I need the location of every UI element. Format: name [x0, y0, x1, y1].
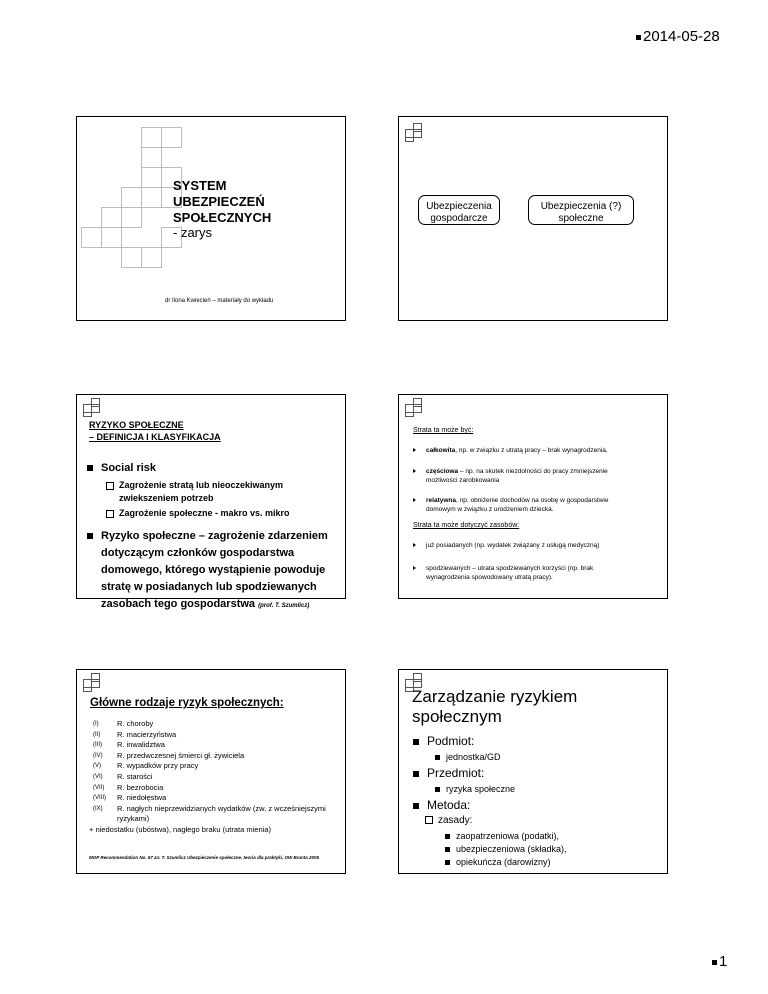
page-number: 1 — [712, 953, 727, 970]
sub-podmiot: jednostka/GD — [435, 752, 501, 762]
box-insurance-economic: Ubezpieczenia gospodarcze — [418, 195, 500, 225]
list-item: (III) R. inwalidztwa — [93, 740, 165, 750]
extra-risks: + niedostatku (ubóstwa), nagłego braku (utrata mienia) — [89, 824, 271, 834]
slide-4 — [398, 394, 668, 599]
arrow-bullet-icon — [413, 543, 416, 547]
bullet-square-icon — [445, 847, 450, 852]
list-item: (I) R. choroby — [93, 719, 154, 729]
resource-item-owned: już posiadanych (np. wydatek związany z usługą medyczną) — [413, 541, 599, 550]
list-item: ubezpieczeniowa (składka), — [445, 843, 567, 856]
list-item-continuation: ryzykami) — [117, 814, 150, 824]
bullet-square-icon — [636, 35, 641, 40]
bullet-square-icon — [445, 860, 450, 865]
slide-3-title: RYZYKO SPOŁECZNE – DEFINICJA I KLASYFIKACJA — [89, 420, 221, 442]
box-insurance-social: Ubezpieczenia (?) społeczne — [528, 195, 634, 225]
list-item: (IV) R. przedwczesnej śmierci gł. żywiciela — [93, 750, 245, 760]
resource-item-expected: spodziewanych – utrata spodziewanych korzyści (np. brak wynagrodzenia spowodowany utratą pracy). — [413, 564, 593, 582]
bullet-metoda: Metoda: — [413, 798, 470, 812]
definition: Ryzyko społeczne – zagrożenie zdarzeniem dotyczącym członków gospodarstwa domowego, którego wystąpienie powoduje stratę w posiadanych lub spodziewanych zasobach tego gospodarstwa (prof. T. Szumlicz) — [87, 528, 328, 615]
arrow-bullet-icon — [413, 469, 416, 473]
list-item: zaopatrzeniowa (podatki), — [445, 830, 567, 843]
bullet-square-icon — [712, 960, 717, 965]
heading-resources: Strata ta może dotyczyć zasobów: — [413, 522, 520, 529]
slide-logo-icon — [83, 398, 103, 418]
page-date: 2014-05-28 — [636, 28, 720, 45]
loss-item-partial: częściowa – np. na skutek niezdolności do pracy zmniejszenie możliwości zarobkowania — [413, 467, 608, 485]
bullet-square-icon — [87, 533, 93, 539]
slide-5-source: MOP Recommendation No. 67 za: T. Szumlicz Ubezpieczenie społeczne, teoria dla praktyki, OW Branta 2005 — [89, 855, 320, 860]
list-item: (V) R. wypadków przy pracy — [93, 761, 199, 771]
slide-2 — [398, 116, 668, 321]
bullet-social-risk: Social risk — [87, 462, 156, 474]
loss-item-relative: relatywna, np. obniżenie dochodów na osobę w gospodarstwie domowym w związku z urodzeniem dziecka. — [413, 496, 609, 514]
slide-6 — [398, 669, 668, 874]
sub-przedmiot: ryzyka społeczne — [435, 784, 515, 794]
open-square-icon — [106, 482, 114, 490]
open-square-icon — [425, 816, 433, 824]
arrow-bullet-icon — [413, 498, 416, 502]
slide-5 — [76, 669, 346, 874]
slide-5-title: Główne rodzaje ryzyk społecznych: — [90, 697, 284, 709]
slide-1-subtitle: - zarys — [173, 225, 212, 240]
slide-1-title: SYSTEM UBEZPIECZEŃ SPOŁECZNYCH — [173, 178, 272, 225]
heading-loss-types: Strata ta może być: — [413, 427, 474, 434]
slide-3 — [76, 394, 346, 610]
bullet-square-icon — [413, 739, 419, 745]
list-item: opiekuńcza (darowizny) — [445, 856, 567, 869]
bullet-square-icon — [413, 803, 419, 809]
zasady-list — [445, 830, 567, 869]
list-item: (VIII) R. niedołęstwa — [93, 793, 167, 803]
slide-logo-icon — [83, 673, 103, 693]
loss-item-total: całkowita, np. w związku z utratą pracy – brak wynagrodzenia, — [413, 446, 608, 455]
bullet-square-icon — [413, 771, 419, 777]
arrow-bullet-icon — [413, 448, 416, 452]
open-square-icon — [106, 510, 114, 518]
bullet-podmiot: Podmiot: — [413, 734, 474, 748]
bullet-square-icon — [435, 787, 440, 792]
bullet-przedmiot: Przedmiot: — [413, 766, 484, 780]
citation: (prof. T. Szumlicz) — [258, 603, 310, 609]
bullet-square-icon — [445, 834, 450, 839]
list-item: (II) R. macierzyństwa — [93, 729, 177, 739]
risk-list — [89, 719, 326, 835]
slide-logo-icon — [405, 398, 425, 418]
bullet-square-icon — [87, 465, 93, 471]
sub-bullet-threat: Zagrożenie społeczne - makro vs. mikro — [106, 508, 290, 518]
slide-logo-icon — [405, 123, 425, 143]
sub-bullet-loss: Zagrożenie stratą lub nieoczekiwanym zwiekszeniem potrzeb — [106, 479, 283, 505]
sub-zasady: zasady: — [425, 815, 472, 826]
slide-6-title: Zarządzanie ryzykiem społecznym — [412, 687, 578, 726]
list-item: (VII) R. bezrobocia — [93, 782, 164, 792]
list-item: (IX) R. nagłych nieprzewidzianych wydatków (zw. z wcześniejszymi — [93, 803, 326, 813]
arrow-bullet-icon — [413, 566, 416, 570]
bullet-square-icon — [435, 755, 440, 760]
list-item: (VI) R. starości — [93, 772, 153, 782]
slide-1-footer: dr Ilona Kwiecień – materiały do wykładu — [165, 298, 274, 304]
slide-1 — [76, 116, 346, 321]
